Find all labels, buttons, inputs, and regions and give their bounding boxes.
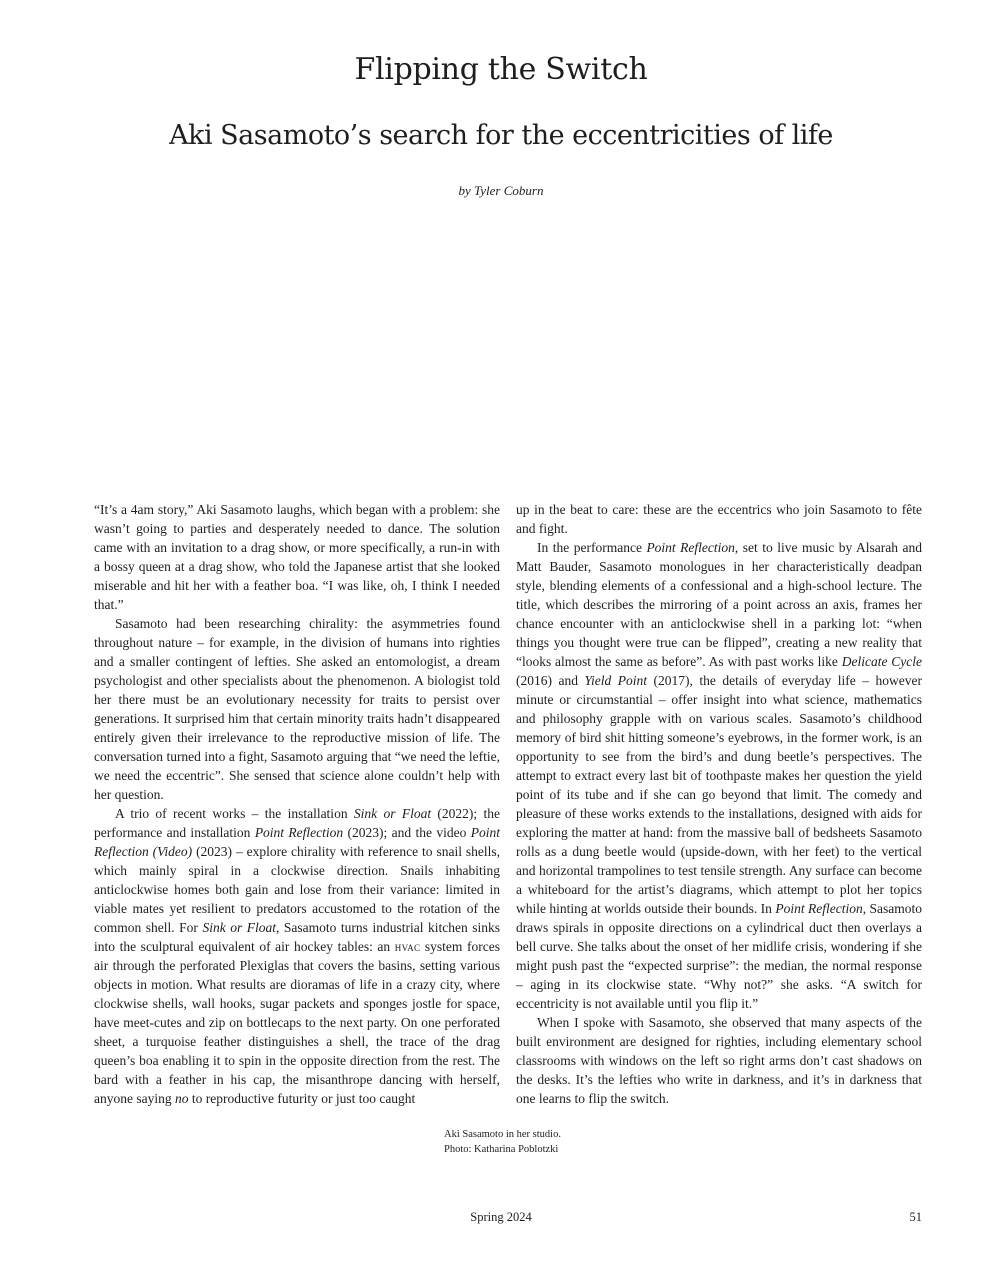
work-title: Delicate Cycle xyxy=(841,654,922,669)
page-number: 51 xyxy=(909,1210,922,1224)
paragraph: up in the beat to care: these are the eccentrics who join Sasamoto to fête and fight. xyxy=(516,502,922,536)
work-title: Point Reflection xyxy=(646,540,735,555)
paragraph: In the performance Point Reflection, set to live music by Alsarah and Matt Bauder, Sasamoto monologues in her characteristically deadpan style, blending elements of a confessional and a high-school lecture. The title, which describes the mirroring of a point across an axis, frames her chance encounter with an anticlockwise shell in a parking lot: “when things you thought were true can be flipped”, creating a new reality that “looks almost the same as before”. As with past works like Delicate Cycle (2016) and Yield Point (2017), the details of everyday life – however minute or circumstantial – offer insight into what science, mathematics and philosophy grapple with on various scales. Sasamoto’s childhood memory of bird shit hitting someone’s eyebrows, in the former work, is an opportunity to see from the bird’s and dung beetle’s perspectives. The attempt to extract every last bit of toothpaste makes her question the yield point of its tube and if she can go beyond that limit. The comedy and pleasure of these works extends to the installations, designed with aids for exploring the matter at hand: from the massive ball of bedsheets Sasamoto rolls as a dung beetle would (upside-down, with her feet) to the vertical and horizontal trampolines to test tensile strength. Any surface can become a whiteboard for the artist’s diagrams, which attempt to plot her topics while hinting at worlds outside their bounds. In Point Reflection, Sasamoto draws spirals in opposite directions on a cylindrical duct then overlays a bell curve. She talks about the onset of her midlife crisis, wondering if she might push past the “expected surprise”: the median, the normal response – aging in its clockwise state. “Why not?” she asks. “A switch for eccentricity is not available until you flip it.” xyxy=(516,540,922,1011)
work-title: Yield Point xyxy=(584,673,647,688)
work-title: Point Reflection xyxy=(775,901,863,916)
work-title: Sink or Float xyxy=(202,920,276,935)
body-column-right xyxy=(516,500,922,1108)
paragraph: Sasamoto had been researching chirality: the asymmetries found throughout nature – for example, in the division of humans into righties and a smaller contingent of lefties. She asked an entomologist, a dream psychologist and other specialists about the phenomenon. A biologist told her there must be an evolutionary necessity for traits to persist over generations. It surprised him that certain minority traits hadn’t disappeared entirely given their irrelevance to the reproductive mission of life. The conversation turned into a fight, Sasamoto arguing that “we need the leftie, we need the eccentric”. She sensed that science alone couldn’t help with her question. xyxy=(94,616,500,802)
acronym: hvac xyxy=(394,939,421,954)
paragraph: When I spoke with Sasamoto, she observed that many aspects of the built environment are designed for righties, including elementary school classrooms with windows on the left so right arms don’t cast shadows on the desks. It’s the lefties who write in darkness, and it’s in darkness that one learns to flip the switch. xyxy=(516,1015,922,1106)
byline: by Tyler Coburn xyxy=(458,183,544,198)
paragraph: “It’s a 4am story,” Aki Sasamoto laughs, which began with a problem: she wasn’t going to parties and desperately needed to dance. The solution came with an invitation to a drag show, or more specifically, a run-in with a bossy queen at a drag show, who told the Japanese artist that she looked miserable and hit her with a feather boa. “I was like, oh, I think I needed that.” xyxy=(94,502,500,612)
photo-caption xyxy=(444,1127,614,1157)
article-title: Flipping the Switch xyxy=(354,52,648,87)
caption-credit: Photo: Katharina Poblotzki xyxy=(444,1144,559,1155)
paragraph: A trio of recent works – the installation Sink or Float (2022); the performance and installation Point Reflection (2023); and the video Point Reflection (Video) (2023) – explore chirality with reference to snail shells, which mainly spiral in a clockwise direction. Snails inhabiting anticlockwise homes both gain and lose from their variance: limited in viable mates yet resilient to predators accustomed to the rotation of the common shell. For Sink or Float, Sasamoto turns industrial kitchen sinks into the sculptural equivalent of air hockey tables: an hvac system forces air through the perforated Plexiglas that covers the basins, setting various objects in motion. What results are dioramas of life in a crazy city, where clockwise shells, wall hooks, sugar packets and sponges jostle for space, have meet-cutes and zip on bottlecaps to the next party. On one perforated sheet, a turquoise feather distinguishes a shell, the trace of the drag queen’s boa enabling it to spin in the opposite direction from the rest. The bard with a feather in his cap, the misanthrope dancing with herself, anyone saying no to reproductive futurity or just too caught xyxy=(94,806,500,1106)
issue-label: Spring 2024 xyxy=(470,1210,532,1224)
emphasis: no xyxy=(174,1091,189,1106)
work-title: Point Reflection xyxy=(254,825,344,840)
body-column-left xyxy=(94,500,500,1108)
caption-line: Aki Sasamoto in her studio. xyxy=(444,1129,561,1140)
article-subtitle: Aki Sasamoto’s search for the eccentricities of life xyxy=(169,120,833,151)
work-title: Point Reflection (Video) xyxy=(94,825,500,859)
work-title: Sink or Float xyxy=(353,806,432,821)
